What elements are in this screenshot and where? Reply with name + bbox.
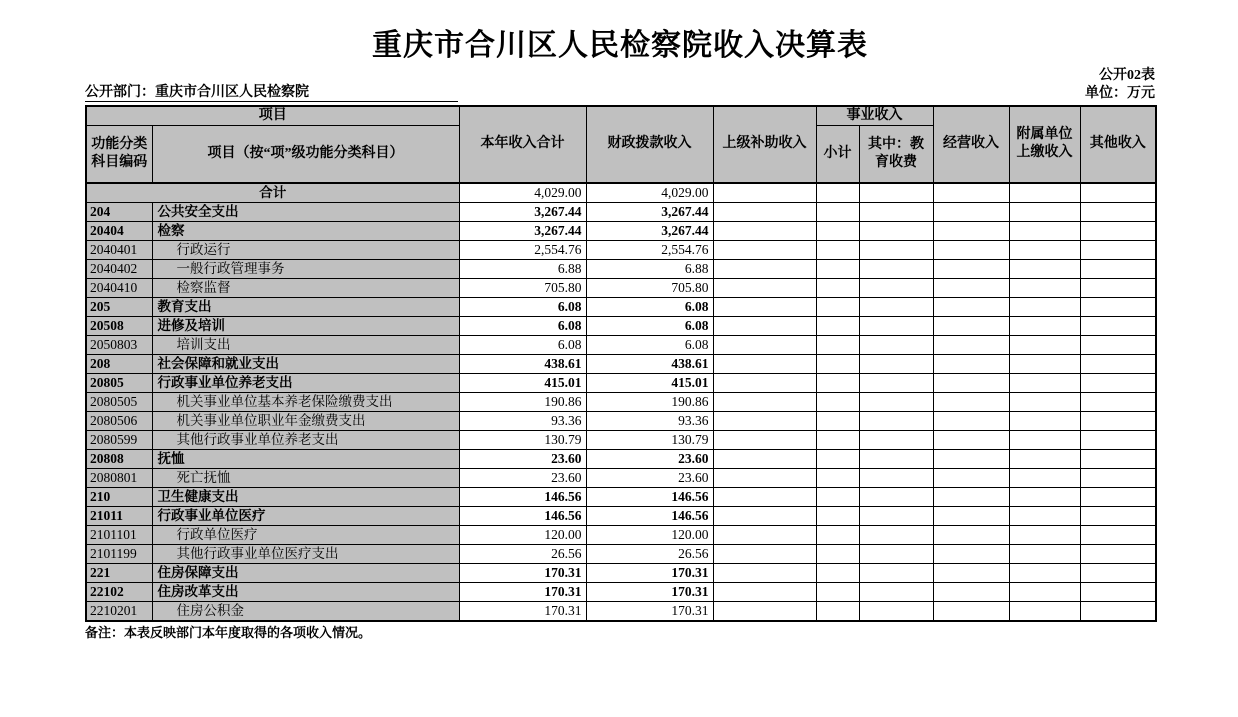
affiliated-income-cell xyxy=(1009,183,1080,203)
operating-income-cell xyxy=(933,278,1009,297)
header-subtotal: 小计 xyxy=(816,126,859,183)
project-name-cell: 培训支出 xyxy=(152,335,459,354)
subtotal-cell xyxy=(816,354,859,373)
total-income-cell: 438.61 xyxy=(459,354,586,373)
operating-income-cell xyxy=(933,468,1009,487)
operating-income-cell xyxy=(933,316,1009,335)
superior-subsidy-cell xyxy=(713,563,816,582)
affiliated-income-cell xyxy=(1009,449,1080,468)
fiscal-income-cell: 23.60 xyxy=(586,468,713,487)
subtotal-cell xyxy=(816,506,859,525)
total-income-cell: 170.31 xyxy=(459,601,586,621)
education-fees-cell xyxy=(859,449,933,468)
project-name-cell: 社会保障和就业支出 xyxy=(152,354,459,373)
header-other-income: 其他收入 xyxy=(1080,106,1156,183)
header-superior-subsidy: 上级补助收入 xyxy=(713,106,816,183)
subtotal-cell xyxy=(816,221,859,240)
affiliated-income-cell xyxy=(1009,563,1080,582)
subtotal-cell xyxy=(816,582,859,601)
total-income-cell: 26.56 xyxy=(459,544,586,563)
other-income-cell xyxy=(1080,240,1156,259)
total-income-cell: 146.56 xyxy=(459,506,586,525)
operating-income-cell xyxy=(933,183,1009,203)
project-name-cell: 机关事业单位职业年金缴费支出 xyxy=(152,411,459,430)
superior-subsidy-cell xyxy=(713,506,816,525)
project-name-cell: 死亡抚恤 xyxy=(152,468,459,487)
project-name-cell: 卫生健康支出 xyxy=(152,487,459,506)
fiscal-income-cell: 120.00 xyxy=(586,525,713,544)
other-income-cell xyxy=(1080,221,1156,240)
total-income-cell: 6.88 xyxy=(459,259,586,278)
project-name-cell: 住房保障支出 xyxy=(152,563,459,582)
operating-income-cell xyxy=(933,430,1009,449)
function-code-cell: 2040402 xyxy=(86,259,152,278)
project-name-cell: 行政事业单位养老支出 xyxy=(152,373,459,392)
other-income-cell xyxy=(1080,335,1156,354)
function-code-cell: 2080599 xyxy=(86,430,152,449)
subtotal-cell xyxy=(816,544,859,563)
fiscal-income-cell: 170.31 xyxy=(586,601,713,621)
fiscal-income-cell: 23.60 xyxy=(586,449,713,468)
function-code-cell: 20508 xyxy=(86,316,152,335)
superior-subsidy-cell xyxy=(713,487,816,506)
other-income-cell xyxy=(1080,373,1156,392)
superior-subsidy-cell xyxy=(713,221,816,240)
table-row xyxy=(86,297,1156,316)
other-income-cell xyxy=(1080,582,1156,601)
affiliated-income-cell xyxy=(1009,525,1080,544)
operating-income-cell xyxy=(933,335,1009,354)
header-affiliated-income: 附属单位上缴收入 xyxy=(1009,106,1080,183)
document-page xyxy=(0,28,1238,641)
function-code-cell: 20808 xyxy=(86,449,152,468)
project-name-cell: 进修及培训 xyxy=(152,316,459,335)
affiliated-income-cell xyxy=(1009,468,1080,487)
education-fees-cell xyxy=(859,392,933,411)
subtotal-cell xyxy=(816,259,859,278)
subtotal-cell xyxy=(816,202,859,221)
function-code-cell: 22102 xyxy=(86,582,152,601)
table-row xyxy=(86,183,1156,203)
superior-subsidy-cell xyxy=(713,468,816,487)
fiscal-income-cell: 2,554.76 xyxy=(586,240,713,259)
total-income-cell: 2,554.76 xyxy=(459,240,586,259)
table-row xyxy=(86,468,1156,487)
other-income-cell xyxy=(1080,259,1156,278)
subtotal-cell xyxy=(816,468,859,487)
education-fees-cell xyxy=(859,259,933,278)
superior-subsidy-cell xyxy=(713,202,816,221)
table-row xyxy=(86,449,1156,468)
fiscal-income-cell: 146.56 xyxy=(586,487,713,506)
superior-subsidy-cell xyxy=(713,430,816,449)
fiscal-income-cell: 93.36 xyxy=(586,411,713,430)
function-code-cell: 221 xyxy=(86,563,152,582)
function-code-cell: 208 xyxy=(86,354,152,373)
project-name-cell: 教育支出 xyxy=(152,297,459,316)
education-fees-cell xyxy=(859,221,933,240)
function-code-cell: 20805 xyxy=(86,373,152,392)
operating-income-cell xyxy=(933,411,1009,430)
department-label: 公开部门：重庆市合川区人民检察院 xyxy=(85,84,458,102)
superior-subsidy-cell xyxy=(713,354,816,373)
fiscal-income-cell: 6.08 xyxy=(586,297,713,316)
function-code-cell: 2040401 xyxy=(86,240,152,259)
header-business-income-group: 事业收入 xyxy=(816,106,933,126)
other-income-cell xyxy=(1080,392,1156,411)
meta-row xyxy=(85,84,1155,102)
fiscal-income-cell: 26.56 xyxy=(586,544,713,563)
fiscal-income-cell: 6.08 xyxy=(586,316,713,335)
header-fiscal-income: 财政拨款收入 xyxy=(586,106,713,183)
function-code-cell: 2040410 xyxy=(86,278,152,297)
remark-note: 备注：本表反映部门本年度取得的各项收入情况。 xyxy=(85,624,372,640)
education-fees-cell xyxy=(859,373,933,392)
education-fees-cell xyxy=(859,297,933,316)
operating-income-cell xyxy=(933,506,1009,525)
education-fees-cell xyxy=(859,278,933,297)
header-row-top xyxy=(86,106,1156,126)
fiscal-income-cell: 3,267.44 xyxy=(586,221,713,240)
function-code-cell: 2101101 xyxy=(86,525,152,544)
affiliated-income-cell xyxy=(1009,297,1080,316)
fiscal-income-cell: 146.56 xyxy=(586,506,713,525)
operating-income-cell xyxy=(933,487,1009,506)
affiliated-income-cell xyxy=(1009,259,1080,278)
affiliated-income-cell xyxy=(1009,487,1080,506)
education-fees-cell xyxy=(859,202,933,221)
other-income-cell xyxy=(1080,449,1156,468)
other-income-cell xyxy=(1080,601,1156,621)
superior-subsidy-cell xyxy=(713,544,816,563)
project-name-cell: 公共安全支出 xyxy=(152,202,459,221)
other-income-cell xyxy=(1080,297,1156,316)
project-name-cell: 一般行政管理事务 xyxy=(152,259,459,278)
superior-subsidy-cell xyxy=(713,297,816,316)
subtotal-cell xyxy=(816,183,859,203)
operating-income-cell xyxy=(933,240,1009,259)
fiscal-income-cell: 705.80 xyxy=(586,278,713,297)
operating-income-cell xyxy=(933,563,1009,582)
project-name-cell: 机关事业单位基本养老保险缴费支出 xyxy=(152,392,459,411)
function-code-cell: 2050803 xyxy=(86,335,152,354)
income-table xyxy=(85,105,1157,622)
function-code-cell: 204 xyxy=(86,202,152,221)
affiliated-income-cell xyxy=(1009,221,1080,240)
affiliated-income-cell xyxy=(1009,544,1080,563)
fiscal-income-cell: 3,267.44 xyxy=(586,202,713,221)
unit-label: 单位：万元 xyxy=(1085,86,1155,101)
header-operating-income: 经营收入 xyxy=(933,106,1009,183)
affiliated-income-cell xyxy=(1009,373,1080,392)
operating-income-cell xyxy=(933,582,1009,601)
operating-income-cell xyxy=(933,544,1009,563)
subtotal-cell xyxy=(816,240,859,259)
total-income-cell: 146.56 xyxy=(459,487,586,506)
subtotal-cell xyxy=(816,335,859,354)
table-row xyxy=(86,316,1156,335)
total-income-cell: 170.31 xyxy=(459,563,586,582)
other-income-cell xyxy=(1080,506,1156,525)
affiliated-income-cell xyxy=(1009,316,1080,335)
table-row xyxy=(86,354,1156,373)
table-row xyxy=(86,202,1156,221)
operating-income-cell xyxy=(933,373,1009,392)
total-income-cell: 170.31 xyxy=(459,582,586,601)
affiliated-income-cell xyxy=(1009,354,1080,373)
total-income-cell: 3,267.44 xyxy=(459,221,586,240)
project-name-cell: 住房改革支出 xyxy=(152,582,459,601)
subtotal-cell xyxy=(816,449,859,468)
total-income-cell: 6.08 xyxy=(459,316,586,335)
superior-subsidy-cell xyxy=(713,259,816,278)
education-fees-cell xyxy=(859,601,933,621)
table-row xyxy=(86,544,1156,563)
superior-subsidy-cell xyxy=(713,392,816,411)
affiliated-income-cell xyxy=(1009,278,1080,297)
operating-income-cell xyxy=(933,297,1009,316)
table-row xyxy=(86,411,1156,430)
other-income-cell xyxy=(1080,544,1156,563)
affiliated-income-cell xyxy=(1009,335,1080,354)
other-income-cell xyxy=(1080,278,1156,297)
table-row xyxy=(86,525,1156,544)
education-fees-cell xyxy=(859,240,933,259)
superior-subsidy-cell xyxy=(713,582,816,601)
header-education-fees: 其中：教育收费 xyxy=(859,126,933,183)
table-row xyxy=(86,240,1156,259)
fiscal-income-cell: 415.01 xyxy=(586,373,713,392)
total-income-cell: 3,267.44 xyxy=(459,202,586,221)
education-fees-cell xyxy=(859,506,933,525)
education-fees-cell xyxy=(859,335,933,354)
table-row xyxy=(86,221,1156,240)
project-name-cell: 行政运行 xyxy=(152,240,459,259)
other-income-cell xyxy=(1080,563,1156,582)
header-project-group: 项目 xyxy=(86,106,459,126)
other-income-cell xyxy=(1080,468,1156,487)
other-income-cell xyxy=(1080,354,1156,373)
subtotal-cell xyxy=(816,525,859,544)
education-fees-cell xyxy=(859,183,933,203)
total-row-label-cell: 合计 xyxy=(86,183,459,203)
subtotal-cell xyxy=(816,430,859,449)
total-income-cell: 6.08 xyxy=(459,335,586,354)
education-fees-cell xyxy=(859,563,933,582)
education-fees-cell xyxy=(859,354,933,373)
table-row xyxy=(86,392,1156,411)
subtotal-cell xyxy=(816,316,859,335)
fiscal-income-cell: 6.08 xyxy=(586,335,713,354)
function-code-cell: 2080506 xyxy=(86,411,152,430)
operating-income-cell xyxy=(933,259,1009,278)
table-row xyxy=(86,430,1156,449)
superior-subsidy-cell xyxy=(713,240,816,259)
total-income-cell: 6.08 xyxy=(459,297,586,316)
table-header xyxy=(86,106,1156,183)
affiliated-income-cell xyxy=(1009,582,1080,601)
header-function-code: 功能分类科目编码 xyxy=(86,126,152,183)
table-row xyxy=(86,278,1156,297)
subtotal-cell xyxy=(816,411,859,430)
fiscal-income-cell: 6.88 xyxy=(586,259,713,278)
operating-income-cell xyxy=(933,392,1009,411)
education-fees-cell xyxy=(859,582,933,601)
subtotal-cell xyxy=(816,373,859,392)
total-income-cell: 23.60 xyxy=(459,449,586,468)
other-income-cell xyxy=(1080,411,1156,430)
project-name-cell: 行政单位医疗 xyxy=(152,525,459,544)
superior-subsidy-cell xyxy=(713,316,816,335)
fiscal-income-cell: 170.31 xyxy=(586,582,713,601)
function-code-cell: 205 xyxy=(86,297,152,316)
function-code-cell: 20404 xyxy=(86,221,152,240)
superior-subsidy-cell xyxy=(713,183,816,203)
fiscal-income-cell: 190.86 xyxy=(586,392,713,411)
other-income-cell xyxy=(1080,202,1156,221)
function-code-cell: 2080505 xyxy=(86,392,152,411)
table-row xyxy=(86,563,1156,582)
affiliated-income-cell xyxy=(1009,202,1080,221)
other-income-cell xyxy=(1080,316,1156,335)
fiscal-income-cell: 130.79 xyxy=(586,430,713,449)
operating-income-cell xyxy=(933,601,1009,621)
function-code-cell: 210 xyxy=(86,487,152,506)
table-row xyxy=(86,506,1156,525)
total-income-cell: 93.36 xyxy=(459,411,586,430)
affiliated-income-cell xyxy=(1009,240,1080,259)
subtotal-cell xyxy=(816,392,859,411)
operating-income-cell xyxy=(933,221,1009,240)
other-income-cell xyxy=(1080,183,1156,203)
header-total-income: 本年收入合计 xyxy=(459,106,586,183)
operating-income-cell xyxy=(933,202,1009,221)
education-fees-cell xyxy=(859,316,933,335)
project-name-cell: 其他行政事业单位医疗支出 xyxy=(152,544,459,563)
fiscal-income-cell: 170.31 xyxy=(586,563,713,582)
project-name-cell: 行政事业单位医疗 xyxy=(152,506,459,525)
function-code-cell: 2101199 xyxy=(86,544,152,563)
page-title: 重庆市合川区人民检察院收入决算表 xyxy=(372,29,868,62)
total-income-cell: 190.86 xyxy=(459,392,586,411)
superior-subsidy-cell xyxy=(713,373,816,392)
superior-subsidy-cell xyxy=(713,335,816,354)
education-fees-cell xyxy=(859,525,933,544)
education-fees-cell xyxy=(859,411,933,430)
table-row xyxy=(86,582,1156,601)
affiliated-income-cell xyxy=(1009,411,1080,430)
table-row xyxy=(86,259,1156,278)
affiliated-income-cell xyxy=(1009,601,1080,621)
education-fees-cell xyxy=(859,468,933,487)
education-fees-cell xyxy=(859,544,933,563)
total-income-cell: 705.80 xyxy=(459,278,586,297)
subtotal-cell xyxy=(816,487,859,506)
project-name-cell: 其他行政事业单位养老支出 xyxy=(152,430,459,449)
function-code-cell: 21011 xyxy=(86,506,152,525)
table-row xyxy=(86,335,1156,354)
project-name-cell: 抚恤 xyxy=(152,449,459,468)
total-income-cell: 4,029.00 xyxy=(459,183,586,203)
total-income-cell: 120.00 xyxy=(459,525,586,544)
superior-subsidy-cell xyxy=(713,525,816,544)
operating-income-cell xyxy=(933,354,1009,373)
table-body xyxy=(86,183,1156,621)
header-project-name: 项目（按“项”级功能分类科目） xyxy=(152,126,459,183)
subtotal-cell xyxy=(816,563,859,582)
subtotal-cell xyxy=(816,601,859,621)
fiscal-income-cell: 438.61 xyxy=(586,354,713,373)
superior-subsidy-cell xyxy=(713,411,816,430)
affiliated-income-cell xyxy=(1009,506,1080,525)
total-income-cell: 415.01 xyxy=(459,373,586,392)
function-code-cell: 2210201 xyxy=(86,601,152,621)
sheet-number-label: 公开02表 xyxy=(1099,68,1155,83)
superior-subsidy-cell xyxy=(713,278,816,297)
superior-subsidy-cell xyxy=(713,449,816,468)
other-income-cell xyxy=(1080,487,1156,506)
project-name-cell: 住房公积金 xyxy=(152,601,459,621)
other-income-cell xyxy=(1080,430,1156,449)
project-name-cell: 检察 xyxy=(152,221,459,240)
other-income-cell xyxy=(1080,525,1156,544)
function-code-cell: 2080801 xyxy=(86,468,152,487)
table-row xyxy=(86,373,1156,392)
table-row xyxy=(86,487,1156,506)
total-income-cell: 23.60 xyxy=(459,468,586,487)
superior-subsidy-cell xyxy=(713,601,816,621)
affiliated-income-cell xyxy=(1009,430,1080,449)
total-income-cell: 130.79 xyxy=(459,430,586,449)
operating-income-cell xyxy=(933,449,1009,468)
table-row xyxy=(86,601,1156,621)
subtotal-cell xyxy=(816,278,859,297)
subtotal-cell xyxy=(816,297,859,316)
operating-income-cell xyxy=(933,525,1009,544)
project-name-cell: 检察监督 xyxy=(152,278,459,297)
fiscal-income-cell: 4,029.00 xyxy=(586,183,713,203)
education-fees-cell xyxy=(859,430,933,449)
education-fees-cell xyxy=(859,487,933,506)
affiliated-income-cell xyxy=(1009,392,1080,411)
